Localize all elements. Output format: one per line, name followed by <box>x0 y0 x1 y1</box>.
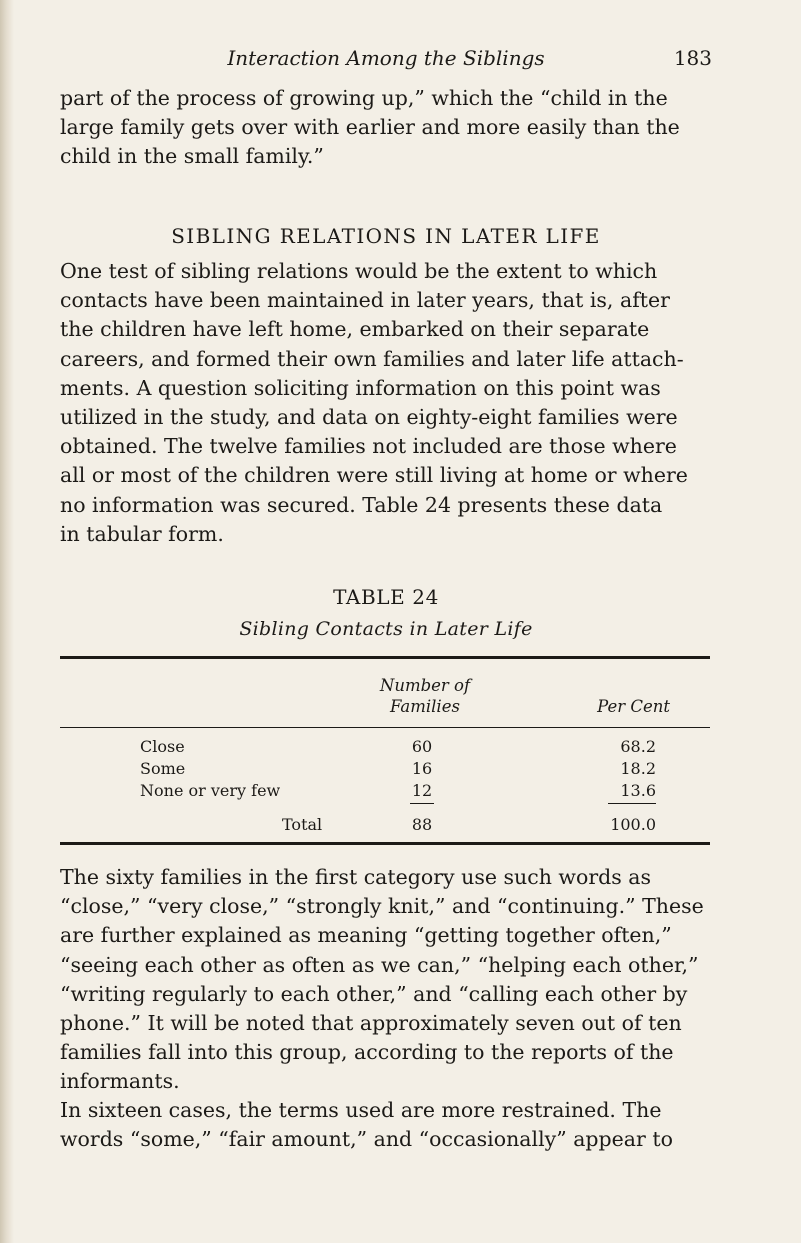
text-line: are further explained as meaning “getting together often,” <box>60 923 672 948</box>
text-line: “close,” “very close,” “strongly knit,” and “continuing.” These <box>60 894 704 919</box>
table-row <box>60 736 710 758</box>
table-top-rule <box>60 656 710 659</box>
row-label: Some <box>140 759 186 778</box>
text-line: In sixteen cases, the terms used are more restrained. The <box>60 1098 662 1122</box>
column-header-number-line2: Families <box>390 697 460 716</box>
percent-sum-line <box>608 803 656 804</box>
text-line: One test of sibling relations would be the extent to which <box>60 259 658 283</box>
column-header-number-line1: Number of <box>379 676 471 695</box>
column-header-percent: Per Cent <box>597 697 670 716</box>
row-label: Close <box>140 737 185 756</box>
paragraph-after-table <box>60 863 712 1097</box>
text-line: obtained. The twelve families not included are those where <box>60 434 677 459</box>
total-number: 88 <box>411 815 433 834</box>
running-head <box>60 44 712 78</box>
table-row <box>60 758 710 780</box>
table-header-rule <box>60 727 710 728</box>
column-header-number <box>360 675 490 717</box>
table-caption: Sibling Contacts in Later Life <box>239 618 533 640</box>
text-line: the children have left home, embarked on their separate <box>60 317 650 342</box>
number-sum-line <box>410 803 434 804</box>
book-gutter-shadow <box>0 0 14 1243</box>
section-heading: SIBLING RELATIONS IN LATER LIFE <box>171 224 601 248</box>
continued-paragraph <box>60 84 712 172</box>
main-paragraph <box>60 257 712 549</box>
total-label: Total <box>282 815 323 834</box>
table-total-row <box>60 814 710 836</box>
running-title: Interaction Among the Siblings <box>227 46 545 70</box>
text-line: all or most of the children were still living at home or where <box>60 463 688 488</box>
row-percent: 68.2 <box>620 737 656 756</box>
row-label: None or very few <box>140 781 281 800</box>
text-line: contacts have been maintained in later years, that is, after <box>60 288 670 313</box>
text-line: “writing regularly to each other,” and “calling each other by <box>60 981 688 1006</box>
row-percent: 13.6 <box>620 781 656 800</box>
text-line: “seeing each other as often as we can,” “helping each other,” <box>60 952 699 977</box>
total-percent: 100.0 <box>610 815 656 834</box>
text-line: phone.” It will be noted that approximately seven out of ten <box>60 1011 682 1036</box>
table-bottom-rule <box>60 842 710 845</box>
row-number: 12 <box>411 781 433 800</box>
text-line: child in the small family.” <box>60 144 324 169</box>
page-number: 183 <box>673 46 712 70</box>
text-line: families fall into this group, according to the reports of the <box>60 1040 674 1065</box>
text-line: informants. <box>60 1069 180 1094</box>
row-number: 60 <box>411 737 433 756</box>
table-label: TABLE 24 <box>333 585 439 609</box>
row-percent: 18.2 <box>620 759 656 778</box>
row-number: 16 <box>411 759 433 778</box>
text-line: careers, and formed their own families and later life attach- <box>60 346 684 371</box>
text-line: words “some,” “fair amount,” and “occasionally” appear to <box>60 1127 673 1152</box>
text-line: large family gets over with earlier and more easily than the <box>60 115 680 140</box>
text-line: utilized in the study, and data on eighty-eight families were <box>60 405 678 430</box>
text-line: ments. A question soliciting information on this point was <box>60 375 661 400</box>
text-line: part of the process of growing up,” which the “child in the <box>60 86 668 110</box>
table-row <box>60 780 710 802</box>
text-line: no information was secured. Table 24 presents these data <box>60 492 663 517</box>
text-line: in tabular form. <box>60 521 224 546</box>
final-paragraph <box>60 1096 712 1154</box>
text-line: The sixty families in the first category use such words as <box>60 865 652 889</box>
